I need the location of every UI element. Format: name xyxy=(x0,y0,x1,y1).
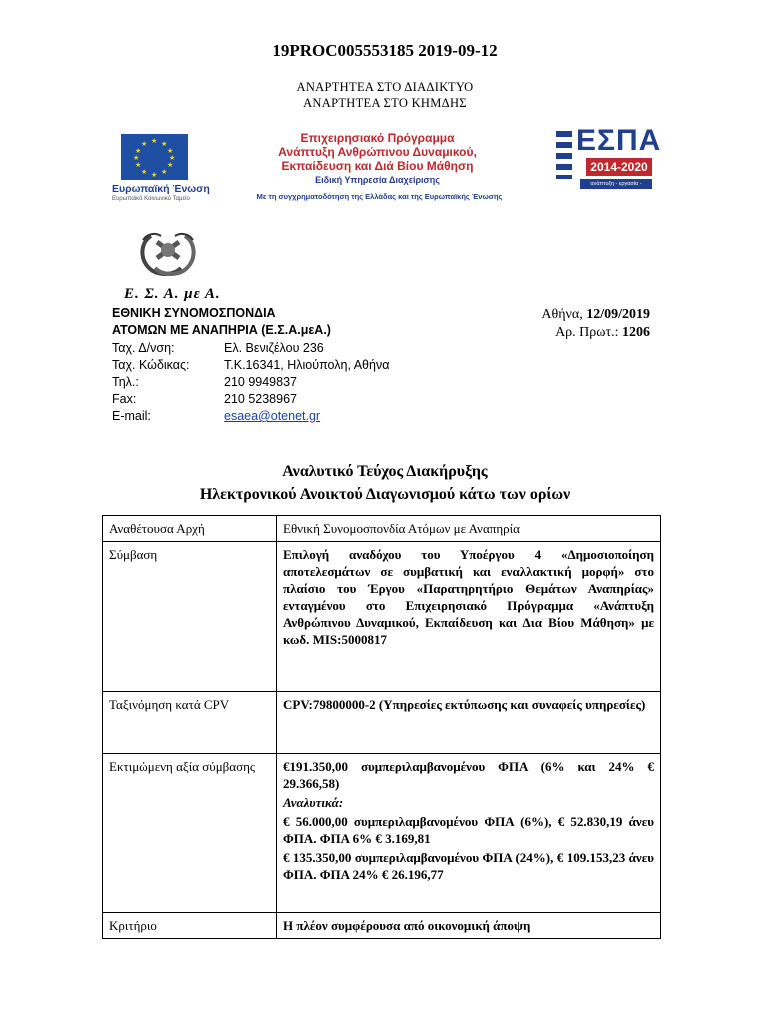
org-name-line2: ΑΤΟΜΩΝ ΜΕ ΑΝΑΠΗΡΙΑ (Ε.Σ.Α.μεΑ.) xyxy=(112,323,331,337)
email-label: E-mail: xyxy=(112,409,151,423)
esamea-logo-text: Ε. Σ. Α. με Α. xyxy=(124,286,221,302)
espa-title: ΕΣΠΑ xyxy=(576,124,662,157)
row-value: Η πλέον συμφέρουσα από οικονομική άποψη xyxy=(277,913,661,939)
row-label: Αναθέτουσα Αρχή xyxy=(103,516,277,542)
address-label: Ταχ. Δ/νση: xyxy=(112,341,175,355)
table-row xyxy=(103,913,661,939)
table-row xyxy=(103,516,661,542)
date-line xyxy=(541,307,650,323)
op-cofunding-note: Με τη συγχρηματοδότηση της Ελλάδας και της Ευρωπαϊκής Ένωσης xyxy=(256,192,503,201)
estimated-value: €191.350,00 συμπεριλαμβανομένου ΦΠΑ (6% και 24% € 29.366,58) xyxy=(283,759,654,791)
breakdown-6pct: € 56.000,00 συμπεριλαμβανομένου ΦΠΑ (6%), € 52.830,19 άνευ ΦΠΑ. ΦΠΑ 6% € 3.169,81 xyxy=(283,814,654,846)
tender-spec-table xyxy=(102,515,661,939)
table-row xyxy=(103,542,661,692)
fax-label: Fax: xyxy=(112,392,137,406)
postcode-label: Ταχ. Κώδικας: xyxy=(112,358,190,372)
date-value: 12/09/2019 xyxy=(586,307,650,322)
op-authority: Ειδική Υπηρεσία Διαχείρισης xyxy=(315,175,440,185)
table-row xyxy=(103,754,661,913)
city-label: Αθήνα, xyxy=(541,307,587,322)
email-link[interactable]: esaea@otenet.gr xyxy=(224,409,321,423)
eu-flag-logo: ★ ★ ★ ★ ★ ★ ★ ★ ★ ★ ★ ★ xyxy=(121,134,188,180)
table-row xyxy=(103,692,661,754)
publish-web-note: ΑΝΑΡΤΗΤΕΑ ΣΤΟ ΔΙΑΔΙΚΤΥΟ xyxy=(296,80,474,94)
protocol-line xyxy=(555,325,650,341)
row-value-cell xyxy=(277,754,661,913)
address-value: Ελ. Βενιζέλου 236 xyxy=(224,341,324,355)
phone-label: Τηλ.: xyxy=(112,375,139,389)
publish-kimdis-note: ΑΝΑΡΤΗΤΕΑ ΣΤΟ ΚΗΜΔΗΣ xyxy=(303,96,467,110)
postcode-value: Τ.Κ.16341, Ηλιούπολη, Αθήνα xyxy=(224,358,390,372)
row-value: CPV:79800000-2 (Υπηρεσίες εκτύπωσης και συναφείς υπηρεσίες) xyxy=(277,692,661,754)
breakdown-label: Αναλυτικά: xyxy=(283,795,344,810)
protocol-label: Αρ. Πρωτ.: xyxy=(555,325,622,340)
row-value: Εθνική Συνομοσπονδία Ατόμων με Αναπηρία xyxy=(277,516,661,542)
op-title-line1: Επιχειρησιακό Πρόγραμμα xyxy=(300,131,455,145)
doc-title-line2: Ηλεκτρονικού Ανοικτού Διαγωνισμού κάτω των ορίων xyxy=(199,486,571,503)
fax-value: 210 5238967 xyxy=(224,392,297,406)
phone-value: 210 9949837 xyxy=(224,375,297,389)
protocol-number: 1206 xyxy=(622,325,650,340)
row-label: Κριτήριο xyxy=(103,913,277,939)
org-name-line1: ΕΘΝΙΚΗ ΣΥΝΟΜΟΣΠΟΝΔΙΑ xyxy=(112,306,276,320)
op-title-line3: Εκπαίδευση και Διά Βίου Μάθηση xyxy=(281,159,474,173)
row-label: Εκτιμώμενη αξία σύμβασης xyxy=(103,754,277,913)
row-value: Επιλογή αναδόχου του Υποέργου 4 «Δημοσιοποίηση αποτελεσμάτων σε συμβατική και εναλλακτική μορφή» στο πλαίσιο του Έργου «Παρατηρητήριο Θεμάτων Αναπηρίας» ενταγμένου στο Επιχειρησιακό Πρόγραμμα «Ανάπτυξη Ανθρώπινου Δυναμικού, Εκπαίδευση και Δια Βίου Μάθηση» με κωδ. MIS:5000817 xyxy=(277,542,661,692)
document-reference: 19PROC005553185 2019-09-12 xyxy=(272,41,498,60)
op-title-line2: Ανάπτυξη Ανθρώπινου Δυναμικού, xyxy=(278,145,477,159)
doc-title-line1: Αναλυτικό Τεύχος Διακήρυξης xyxy=(282,463,488,480)
eu-label: Ευρωπαϊκή Ένωση xyxy=(112,183,210,195)
greek-flag-icon xyxy=(556,131,572,179)
row-label: Ταξινόμηση κατά CPV xyxy=(103,692,277,754)
espa-years: 2014-2020 xyxy=(586,158,652,176)
eu-fund-label: Ευρωπαϊκό Κοινωνικό Ταμείο xyxy=(112,196,190,202)
espa-tagline: ανάπτυξη - εργασία - αλληλεγγύη xyxy=(580,179,652,189)
breakdown-24pct: € 135.350,00 συμπεριλαμβανομένου ΦΠΑ (24%), € 109.153,23 άνευ ΦΠΑ. ΦΠΑ 24% € 26.196,77 xyxy=(283,850,654,882)
row-label: Σύμβαση xyxy=(103,542,277,692)
